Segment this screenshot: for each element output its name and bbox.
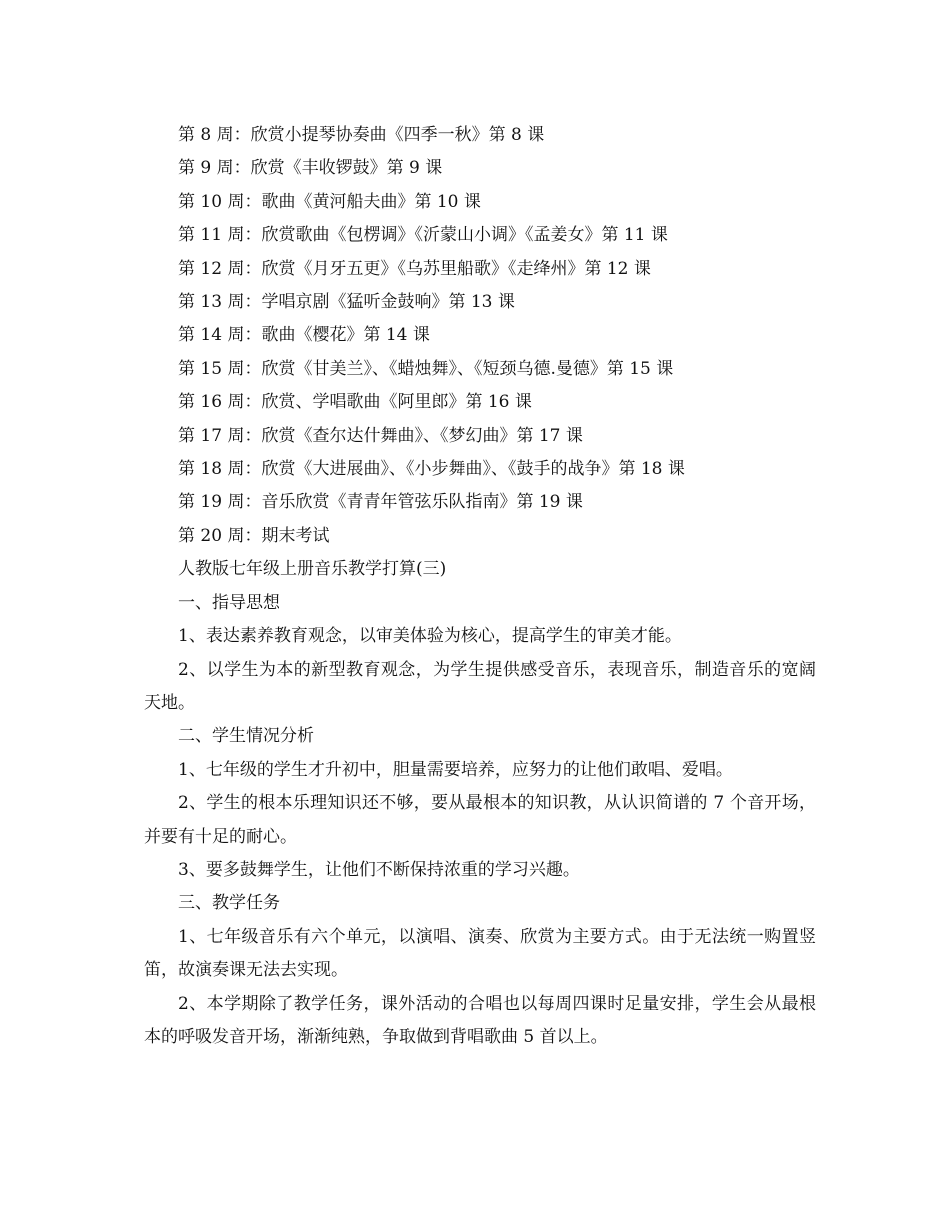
paragraph: 1、表达素养教育观念，以审美体验为核心，提高学生的审美才能。 <box>178 626 682 647</box>
schedule-week-15: 第 15 周：欣赏《甘美兰》、《蜡烛舞》、《短颈乌德.曼德》第 15 课 <box>178 358 674 379</box>
schedule-week-11: 第 11 周：欣赏歌曲《包楞调》《沂蒙山小调》《孟姜女》第 11 课 <box>178 225 668 246</box>
paragraph: 2、学生的根本乐理知识还不够，要从最根本的知识教，从认识简谱的 7 个音开场，并要有十足的耐心。 <box>144 793 816 847</box>
schedule-week-10: 第 10 周：歌曲《黄河船夫曲》第 10 课 <box>178 191 481 212</box>
section-heading-guiding-ideology: 一、指导思想 <box>178 592 280 613</box>
schedule-week-14: 第 14 周：歌曲《樱花》第 14 课 <box>178 325 430 346</box>
schedule-week-17: 第 17 周：欣赏《查尔达什舞曲》、《梦幻曲》第 17 课 <box>178 425 583 446</box>
schedule-week-20: 第 20 周：期末考试 <box>178 525 330 546</box>
section-heading-teaching-tasks: 三、教学任务 <box>178 893 280 914</box>
schedule-week-16: 第 16 周：欣赏、学唱歌曲《阿里郎》第 16 课 <box>178 392 532 413</box>
paragraph: 2、本学期除了教学任务，课外活动的合唱也以每周四课时足量安排，学生会从最根本的呼吸发音开场，渐渐纯熟，争取做到背唱歌曲 5 首以上。 <box>144 993 816 1047</box>
schedule-week-8: 第 8 周：欣赏小提琴协奏曲《四季一秋》第 8 课 <box>178 125 545 145</box>
plan-title: 人教版七年级上册音乐教学打算(三) <box>178 559 447 580</box>
schedule-week-13: 第 13 周：学唱京剧《猛听金鼓响》第 13 课 <box>178 292 515 313</box>
paragraph: 1、七年级的学生才升初中，胆量需要培养，应努力的让他们敢唱、爱唱。 <box>178 759 733 780</box>
schedule-week-18: 第 18 周：欣赏《大进展曲》、《小步舞曲》、《鼓手的战争》第 18 课 <box>178 459 685 480</box>
paragraph: 3、要多鼓舞学生，让他们不断保持浓重的学习兴趣。 <box>178 859 580 880</box>
schedule-week-9: 第 9 周：欣赏《丰收锣鼓》第 9 课 <box>178 158 443 179</box>
paragraph: 2、以学生为本的新型教育观念，为学生提供感受音乐，表现音乐，制造音乐的宽阔天地。 <box>144 659 816 713</box>
section-heading-student-analysis: 二、学生情况分析 <box>178 726 314 747</box>
schedule-week-19: 第 19 周：音乐欣赏《青青年管弦乐队指南》第 19 课 <box>178 492 583 513</box>
schedule-week-12: 第 12 周：欣赏《月牙五更》《乌苏里船歌》《走绛州》第 12 课 <box>178 258 651 279</box>
document-body <box>144 119 816 1054</box>
paragraph: 1、七年级音乐有六个单元，以演唱、演奏、欣赏为主要方式。由于无法统一购置竖笛，故演奏课无法去实现。 <box>144 926 816 981</box>
